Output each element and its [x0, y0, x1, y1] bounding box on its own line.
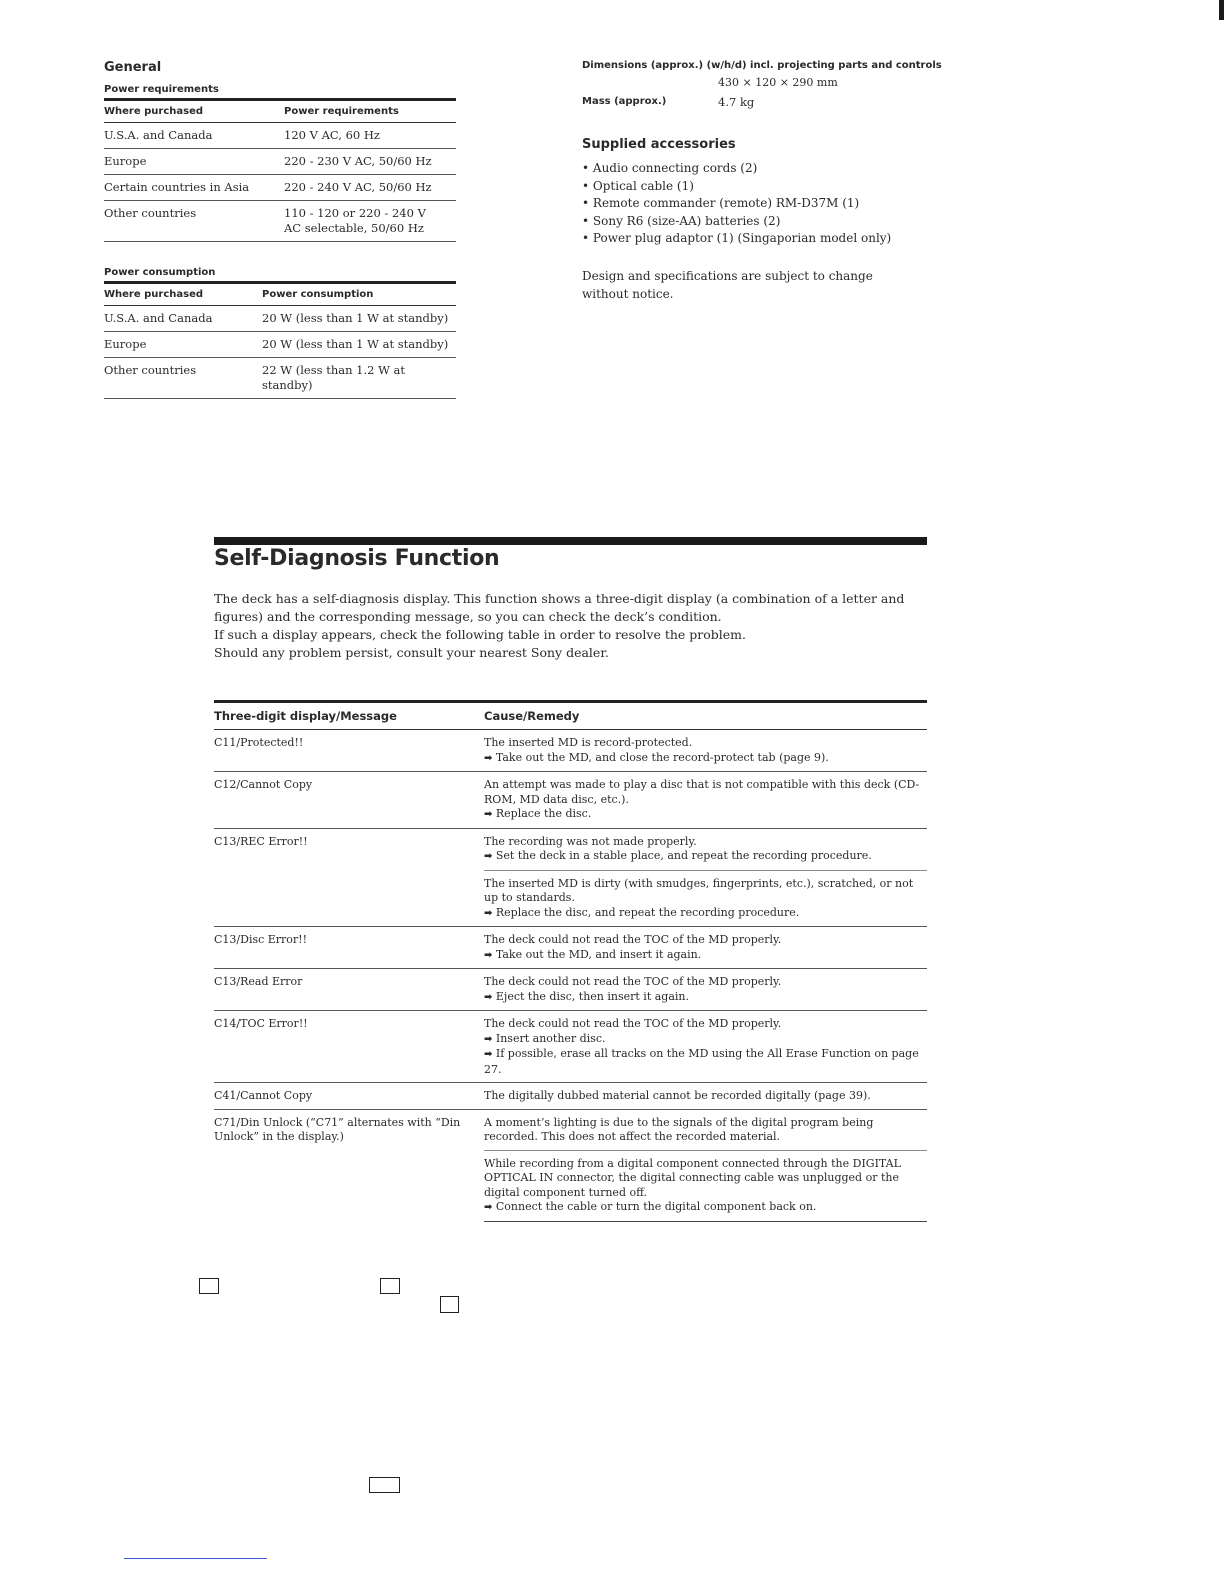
- remedy: [484, 849, 927, 865]
- table-cell: Europe: [104, 332, 262, 358]
- table-row: [104, 201, 456, 242]
- display-code: C13/REC Error!!: [214, 828, 484, 927]
- table-row: [214, 927, 927, 969]
- arrow-right-icon: ➡: [484, 907, 496, 919]
- power-consumption-table: [104, 281, 456, 399]
- remedy-text: Take out the MD, and insert it again.: [495, 947, 702, 961]
- cause-remedy: [484, 828, 927, 870]
- cause-remedy: [484, 1011, 927, 1083]
- empty-box: [380, 1278, 400, 1294]
- list-item: • Sony R6 (size-AA) batteries (2): [582, 213, 891, 231]
- cause-remedy: [484, 927, 927, 969]
- remedy: [484, 751, 927, 767]
- display-code: C12/Cannot Copy: [214, 772, 484, 829]
- display-code: C71/Din Unlock (“C71” alternates with “Din Unlock” in the display.): [214, 1109, 484, 1221]
- cause-remedy: [484, 1109, 927, 1150]
- list-item: • Remote commander (remote) RM-D37M (1): [582, 195, 891, 213]
- cause-text: The recording was not made properly.: [484, 834, 697, 848]
- mass-label: Mass (approx.): [582, 96, 667, 107]
- arrow-right-icon: ➡: [484, 851, 496, 862]
- cause-remedy: [484, 730, 927, 772]
- intro-paragraph: Should any problem persist, consult your nearest Sony dealer.: [214, 645, 609, 660]
- design-note: Design and specifications are subject to change without notice.: [582, 269, 873, 301]
- cause-text: The deck could not read the TOC of the MD properly.: [484, 1017, 782, 1030]
- remedy: [484, 990, 927, 1006]
- empty-box: [369, 1477, 400, 1493]
- column-header: Where purchased: [104, 283, 262, 306]
- cause-text: While recording from a digital component connected through the DIGITAL OPTICAL IN connector, the digital connecting cable was unplugged or the digital component turned off.: [484, 1156, 901, 1199]
- supplied-accessories-heading: Supplied accessories: [582, 137, 736, 152]
- general-heading: General: [104, 60, 162, 75]
- remedy: [484, 1032, 927, 1048]
- link-underline: [124, 1558, 267, 1559]
- cause-remedy: [484, 1083, 927, 1110]
- display-code: C11/Protected!!: [214, 730, 484, 772]
- arrow-right-icon: ➡: [484, 1049, 496, 1060]
- table-row: [214, 1083, 927, 1110]
- column-header: Where purchased: [104, 100, 284, 123]
- intro-paragraph: If such a display appears, check the following table in order to resolve the problem.: [214, 627, 746, 642]
- table-row: [214, 772, 927, 829]
- arrow-right-icon: ➡: [484, 809, 496, 820]
- power-requirements-table: [104, 98, 456, 242]
- power-requirements-label: Power requirements: [104, 84, 219, 95]
- table-cell: 20 W (less than 1 W at standby): [262, 332, 456, 358]
- list-item: • Audio connecting cords (2): [582, 160, 891, 178]
- cause-text: The deck could not read the TOC of the MD properly.: [484, 933, 782, 946]
- remedy-text: Connect the cable or turn the digital component back on.: [495, 1200, 817, 1213]
- cause-text: The deck could not read the TOC of the MD properly.: [484, 975, 782, 988]
- table-cell: U.S.A. and Canada: [104, 306, 262, 332]
- table-cell: 22 W (less than 1.2 W at standby): [262, 358, 456, 399]
- column-header: Three-digit display/Message: [214, 702, 484, 730]
- dimensions-label: Dimensions (approx.) (w/h/d) incl. projecting parts and controls: [582, 60, 942, 71]
- remedy: [484, 807, 927, 823]
- remedy: [484, 906, 927, 922]
- table-row: [104, 123, 456, 149]
- table-cell: 220 - 240 V AC, 50/60 Hz: [284, 175, 456, 201]
- table-cell: Certain countries in Asia: [104, 175, 284, 201]
- remedy-text: Replace the disc.: [495, 807, 592, 820]
- arrow-right-icon: ➡: [484, 949, 496, 961]
- list-item: • Optical cable (1): [582, 178, 891, 196]
- remedy: [484, 1047, 927, 1077]
- remedy-text: Eject the disc, then insert it again.: [495, 989, 689, 1003]
- column-header: Power requirements: [284, 100, 456, 123]
- table-cell: Europe: [104, 149, 284, 175]
- cause-text: The inserted MD is dirty (with smudges, fingerprints, etc.), scratched, or not up to standards.: [484, 876, 914, 904]
- cause-text: The digitally dubbed material cannot be recorded digitally (page 39).: [484, 1089, 871, 1102]
- remedy: [484, 948, 927, 964]
- section-bar: [214, 537, 927, 545]
- arrow-right-icon: ➡: [484, 752, 496, 764]
- display-code: C14/TOC Error!!: [214, 1011, 484, 1083]
- self-diagnosis-table: [214, 700, 927, 1222]
- display-code: C13/Read Error: [214, 969, 484, 1011]
- remedy-text: If possible, erase all tracks on the MD using the All Erase Function on page 27.: [484, 1047, 919, 1076]
- table-cell: Other countries: [104, 201, 284, 242]
- accessories-list: [582, 160, 891, 248]
- table-cell: U.S.A. and Canada: [104, 123, 284, 149]
- table-row: [104, 358, 456, 399]
- remedy-text: Take out the MD, and close the record-protect tab (page 9).: [495, 750, 829, 764]
- cause-remedy: [484, 969, 927, 1011]
- display-code: C41/Cannot Copy: [214, 1083, 484, 1110]
- empty-box: [199, 1278, 219, 1294]
- intro-paragraph: The deck has a self-diagnosis display. This function shows a three-digit display (a combination of a letter and figures) and the corresponding message, so you can check the deck’s condition.: [214, 591, 905, 624]
- table-row: [104, 175, 456, 201]
- cause-remedy: [484, 772, 927, 829]
- page-edge-mark: [1219, 0, 1224, 20]
- table-cell: 110 - 120 or 220 - 240 V AC selectable, 50/60 Hz: [284, 201, 456, 242]
- remedy-text: Set the deck in a stable place, and repeat the recording procedure.: [495, 849, 872, 862]
- list-item: • Power plug adaptor (1) (Singaporian model only): [582, 230, 891, 248]
- table-row: [104, 149, 456, 175]
- table-row: [214, 730, 927, 772]
- table-row: [104, 332, 456, 358]
- cause-remedy: [484, 1150, 927, 1221]
- remedy-text: Insert another disc.: [495, 1031, 606, 1045]
- cause-text: An attempt was made to play a disc that is not compatible with this deck (CD-ROM, MD data disc, etc.).: [484, 778, 920, 806]
- empty-box: [440, 1296, 459, 1313]
- table-row: [214, 1109, 927, 1150]
- arrow-right-icon: ➡: [484, 991, 496, 1003]
- arrow-right-icon: ➡: [484, 1033, 496, 1045]
- mass-value: 4.7 kg: [718, 95, 755, 109]
- table-cell: 20 W (less than 1 W at standby): [262, 306, 456, 332]
- table-row: [214, 969, 927, 1011]
- cause-remedy: [484, 870, 927, 927]
- remedy-text: Replace the disc, and repeat the recording procedure.: [495, 905, 800, 919]
- table-row: [104, 306, 456, 332]
- table-row: [214, 1011, 927, 1083]
- display-code: C13/Disc Error!!: [214, 927, 484, 969]
- remedy: [484, 1200, 927, 1216]
- table-cell: 120 V AC, 60 Hz: [284, 123, 456, 149]
- column-header: Cause/Remedy: [484, 702, 927, 730]
- table-cell: Other countries: [104, 358, 262, 399]
- power-consumption-label: Power consumption: [104, 267, 216, 278]
- section-intro: [214, 590, 914, 662]
- column-header: Power consumption: [262, 283, 456, 306]
- section-title: Self-Diagnosis Function: [214, 546, 500, 571]
- cause-text: A moment’s lighting is due to the signals of the digital program being recorded. This does not affect the recorded material.: [484, 1115, 874, 1143]
- table-row: [214, 828, 927, 870]
- dimensions-value: 430 × 120 × 290 mm: [718, 76, 838, 89]
- cause-text: The inserted MD is record-protected.: [484, 736, 693, 749]
- table-cell: 220 - 230 V AC, 50/60 Hz: [284, 149, 456, 175]
- arrow-right-icon: ➡: [484, 1202, 496, 1213]
